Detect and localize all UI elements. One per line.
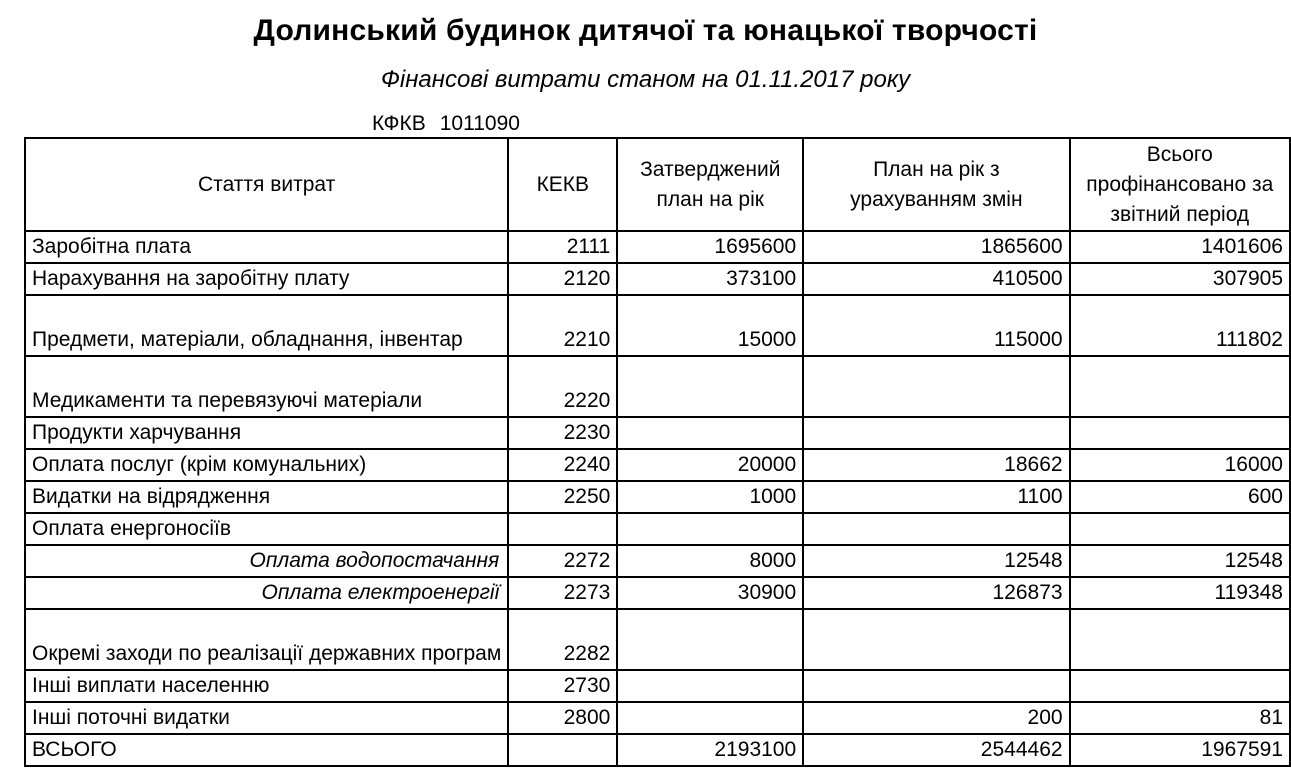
kfkv-code	[372, 112, 520, 136]
cell-plan-with-changes: 2544462	[803, 734, 1069, 766]
cell-approved-plan: 373100	[617, 263, 803, 295]
header-expense-item: Стаття витрат	[25, 138, 508, 231]
cell-kekv: 2230	[508, 417, 617, 449]
cell-total-financed: 16000	[1070, 449, 1290, 481]
cell-approved-plan	[617, 417, 803, 449]
cell-kekv: 2800	[508, 702, 617, 734]
cell-expense-item: Предмети, матеріали, обладнання, інвентар	[25, 295, 508, 356]
cell-total-financed	[1070, 417, 1290, 449]
cell-plan-with-changes: 18662	[803, 449, 1069, 481]
table-row	[25, 417, 1290, 449]
header-kekv: КЕКВ	[508, 138, 617, 231]
cell-total-financed	[1070, 670, 1290, 702]
cell-approved-plan	[617, 702, 803, 734]
cell-expense-item: Оплата водопостачання	[25, 545, 508, 577]
header-total-financed: Всього профінансовано за звітний період	[1070, 138, 1290, 231]
table-row	[25, 513, 1290, 545]
cell-plan-with-changes: 115000	[803, 295, 1069, 356]
cell-plan-with-changes	[803, 513, 1069, 545]
cell-expense-item: Оплата послуг (крім комунальних)	[25, 449, 508, 481]
cell-approved-plan	[617, 513, 803, 545]
cell-total-financed	[1070, 356, 1290, 417]
cell-approved-plan: 30900	[617, 577, 803, 609]
cell-kekv: 2111	[508, 231, 617, 263]
cell-kekv: 2120	[508, 263, 617, 295]
cell-expense-item: Нарахування на заробітну плату	[25, 263, 508, 295]
table-row	[25, 702, 1290, 734]
expenses-table	[24, 137, 1291, 767]
cell-total-financed: 307905	[1070, 263, 1290, 295]
cell-total-financed: 81	[1070, 702, 1290, 734]
cell-plan-with-changes	[803, 356, 1069, 417]
table-body	[25, 231, 1290, 766]
cell-approved-plan: 8000	[617, 545, 803, 577]
table-row	[25, 609, 1290, 670]
cell-plan-with-changes: 200	[803, 702, 1069, 734]
cell-plan-with-changes	[803, 670, 1069, 702]
table-row	[25, 449, 1290, 481]
cell-total-financed	[1070, 609, 1290, 670]
cell-plan-with-changes: 126873	[803, 577, 1069, 609]
header-plan-with-changes: План на рік з урахуванням змін	[803, 138, 1069, 231]
table-header-row	[25, 138, 1290, 231]
cell-kekv: 2220	[508, 356, 617, 417]
table-row	[25, 295, 1290, 356]
cell-expense-item: Окремі заходи по реалізації державних програм	[25, 609, 508, 670]
cell-approved-plan: 1000	[617, 481, 803, 513]
cell-total-financed: 600	[1070, 481, 1290, 513]
cell-total-financed: 12548	[1070, 545, 1290, 577]
cell-total-financed: 119348	[1070, 577, 1290, 609]
cell-expense-item: Інші виплати населенню	[25, 670, 508, 702]
cell-kekv	[508, 734, 617, 766]
cell-total-financed: 1967591	[1070, 734, 1290, 766]
table-row	[25, 545, 1290, 577]
table-row	[25, 577, 1290, 609]
cell-total-financed	[1070, 513, 1290, 545]
cell-kekv: 2273	[508, 577, 617, 609]
table-row	[25, 481, 1290, 513]
cell-kekv: 2210	[508, 295, 617, 356]
kfkv-value: 1011090	[439, 112, 520, 135]
cell-approved-plan	[617, 609, 803, 670]
cell-kekv	[508, 513, 617, 545]
cell-total-financed: 111802	[1070, 295, 1290, 356]
cell-approved-plan: 2193100	[617, 734, 803, 766]
cell-approved-plan	[617, 356, 803, 417]
cell-expense-item: Медикаменти та перевязуючі матеріали	[25, 356, 508, 417]
cell-plan-with-changes: 12548	[803, 545, 1069, 577]
cell-kekv: 2272	[508, 545, 617, 577]
cell-kekv: 2730	[508, 670, 617, 702]
cell-expense-item: ВСЬОГО	[25, 734, 508, 766]
cell-total-financed: 1401606	[1070, 231, 1290, 263]
kfkv-label: КФКВ	[372, 112, 426, 135]
cell-expense-item: Видатки на відрядження	[25, 481, 508, 513]
cell-plan-with-changes	[803, 417, 1069, 449]
cell-expense-item: Заробітна плата	[25, 231, 508, 263]
document-title: Долинський будинок дитячої та юнацької творчості	[253, 14, 1038, 47]
cell-approved-plan	[617, 670, 803, 702]
cell-expense-item: Продукти харчування	[25, 417, 508, 449]
cell-plan-with-changes: 1100	[803, 481, 1069, 513]
cell-approved-plan: 15000	[617, 295, 803, 356]
document-subtitle: Фінансові витрати станом на 01.11.2017 року	[380, 66, 911, 93]
table-row	[25, 231, 1290, 263]
cell-kekv: 2240	[508, 449, 617, 481]
table-row	[25, 356, 1290, 417]
cell-kekv: 2282	[508, 609, 617, 670]
header-approved-plan: Затверджений план на рік	[617, 138, 803, 231]
cell-plan-with-changes: 1865600	[803, 231, 1069, 263]
cell-plan-with-changes: 410500	[803, 263, 1069, 295]
table-row	[25, 670, 1290, 702]
cell-approved-plan: 20000	[617, 449, 803, 481]
cell-expense-item: Оплата електроенергії	[25, 577, 508, 609]
cell-expense-item: Інші поточні видатки	[25, 702, 508, 734]
table-row	[25, 263, 1290, 295]
cell-approved-plan: 1695600	[617, 231, 803, 263]
table-row	[25, 734, 1290, 766]
cell-expense-item: Оплата енергоносіїв	[25, 513, 508, 545]
cell-kekv: 2250	[508, 481, 617, 513]
cell-plan-with-changes	[803, 609, 1069, 670]
